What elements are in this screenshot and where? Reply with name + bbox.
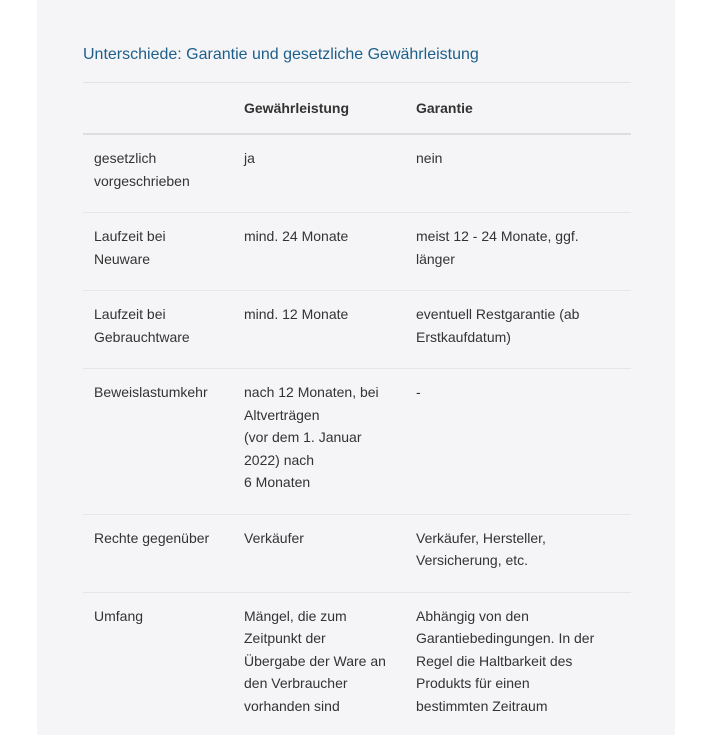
- row-label: gesetzlich vorgeschrieben: [83, 134, 233, 213]
- row-label: Laufzeit bei Neuware: [83, 213, 233, 291]
- gewaehrleistung-cell: mind. 12 Monate: [233, 291, 405, 369]
- row-label: Laufzeit bei Gebrauchtware: [83, 291, 233, 369]
- gewaehrleistung-cell: mind. 24 Monate: [233, 213, 405, 291]
- comparison-table: [83, 82, 631, 737]
- table-row: [83, 213, 631, 291]
- garantie-cell: Verkäufer, Hersteller, Versicherung, etc.: [405, 514, 631, 592]
- header-cell-empty: [83, 83, 233, 135]
- gewaehrleistung-cell: nach 12 Monaten, bei Altverträgen (vor dem 1. Januar 2022) nach 6 Monaten: [233, 369, 405, 515]
- garantie-cell: -: [405, 369, 631, 515]
- row-label: Rechte gegenüber: [83, 514, 233, 592]
- garantie-cell: nein: [405, 134, 631, 213]
- garantie-cell: eventuell Restgarantie (ab Erstkaufdatum): [405, 291, 631, 369]
- header-cell-garantie: Garantie: [405, 83, 631, 135]
- table-row: [83, 592, 631, 737]
- table-row: [83, 291, 631, 369]
- header-cell-gewaehrleistung: Gewährleistung: [233, 83, 405, 135]
- garantie-cell: meist 12 - 24 Monate, ggf. länger: [405, 213, 631, 291]
- row-label: Beweislastumkehr: [83, 369, 233, 515]
- table-row: [83, 369, 631, 515]
- gewaehrleistung-cell: Verkäufer: [233, 514, 405, 592]
- table-title: Unterschiede: Garantie und gesetzliche Gewährleistung: [83, 46, 479, 63]
- gewaehrleistung-cell: Mängel, die zum Zeitpunkt der Übergabe der Ware an den Verbraucher vorhanden sind: [244, 607, 386, 714]
- gewaehrleistung-cell: ja: [233, 134, 405, 213]
- table-row: [83, 134, 631, 213]
- table-row: [83, 514, 631, 592]
- table-header-row: [83, 83, 631, 135]
- garantie-cell: Abhängig von den Garantiebedingungen. In der Regel die Haltbarkeit des Produkts für einen bestimmten Zeitraum: [416, 607, 595, 714]
- row-label: Umfang: [94, 607, 144, 624]
